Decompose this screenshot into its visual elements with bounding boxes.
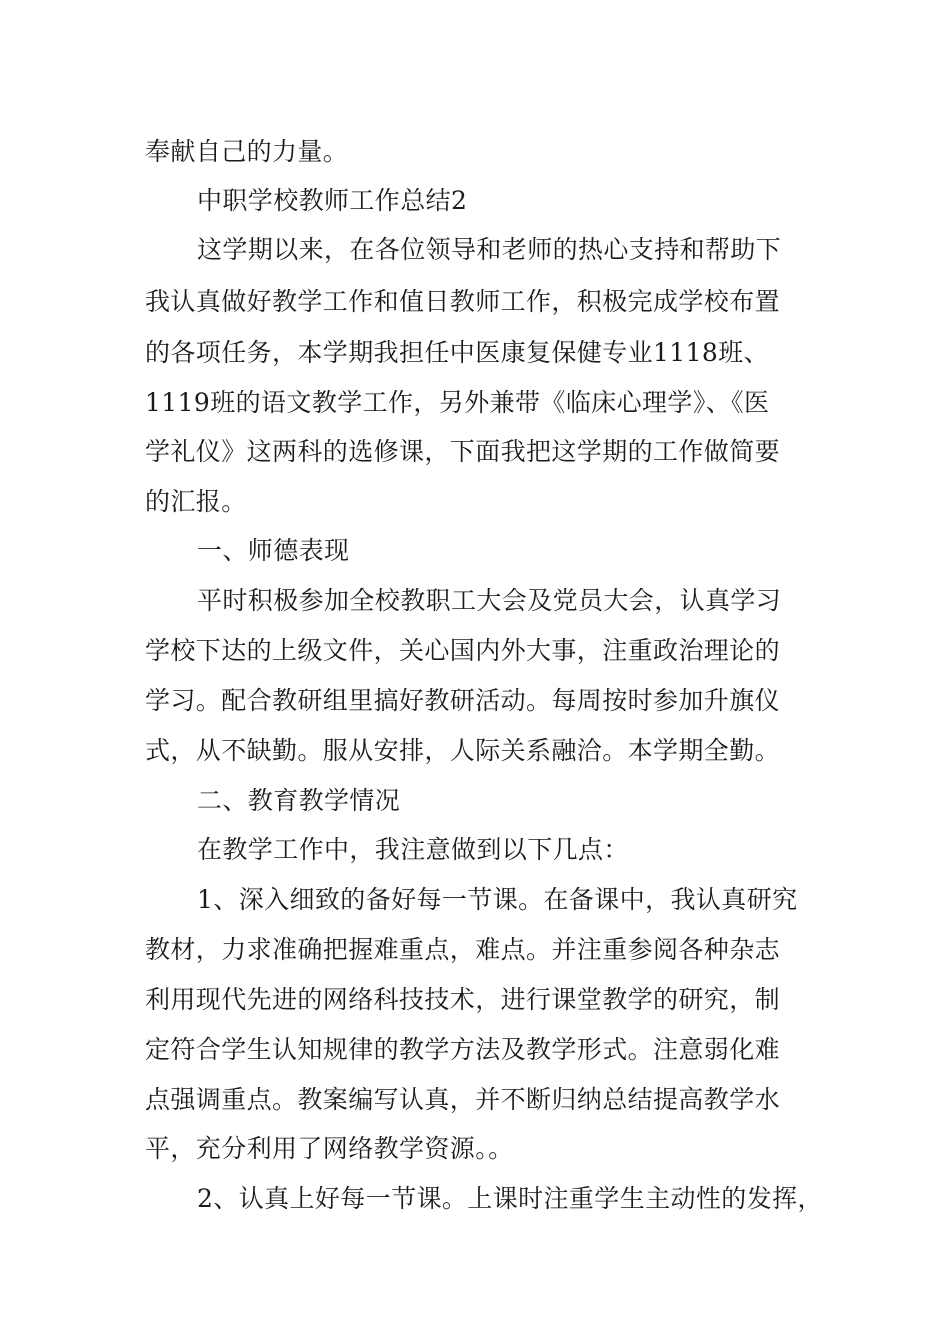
text-line: 我认真做好教学工作和值日教师工作，积极完成学校布置 [145, 287, 781, 316]
text-line: 平，充分利用了网络教学资源。。 [145, 1134, 514, 1163]
text-line: 利用现代先进的网络科技技术，进行课堂教学的研究，制 [145, 985, 781, 1014]
text-line: 1119班的语文教学工作，另外兼带《临床心理学》、《医 [145, 388, 770, 417]
text-line: 学校下达的上级文件，关心国内外大事，注重政治理论的 [145, 636, 781, 665]
text-line: 奉献自己的力量。 [145, 137, 349, 166]
text-line: 学礼仪》这两科的选修课，下面我把这学期的工作做简要 [145, 437, 781, 466]
text-line: 定符合学生认知规律的教学方法及教学形式。注意弱化难 [145, 1035, 781, 1064]
text-line: 平时积极参加全校教职工大会及党员大会，认真学习 [197, 586, 782, 615]
text-line: 的汇报。 [145, 487, 247, 516]
text-line: 2、认真上好每一节课。上课时注重学生主动性的发挥， [197, 1184, 823, 1213]
text-line: 在教学工作中，我注意做到以下几点： [197, 835, 629, 864]
text-line: 学习。配合教研组里搞好教研活动。每周按时参加升旗仪 [145, 686, 781, 715]
text-line: 1、深入细致的备好每一节课。在备课中，我认真研究 [197, 885, 798, 914]
text-line: 的各项任务，本学期我担任中医康复保健专业1118班、 [145, 338, 770, 367]
section-heading: 二、教育教学情况 [197, 786, 401, 815]
section-heading: 一、师德表现 [197, 536, 350, 565]
text-line: 教材，力求准确把握难重点，难点。并注重参阅各种杂志 [145, 935, 781, 964]
text-line: 式，从不缺勤。服从安排，人际关系融洽。本学期全勤。 [145, 736, 781, 765]
text-line: 这学期以来，在各位领导和老师的热心支持和帮助下 [197, 235, 782, 264]
text-line: 点强调重点。教案编写认真，并不断归纳总结提高教学水 [145, 1085, 781, 1114]
section-title: 中职学校教师工作总结2 [197, 186, 468, 215]
